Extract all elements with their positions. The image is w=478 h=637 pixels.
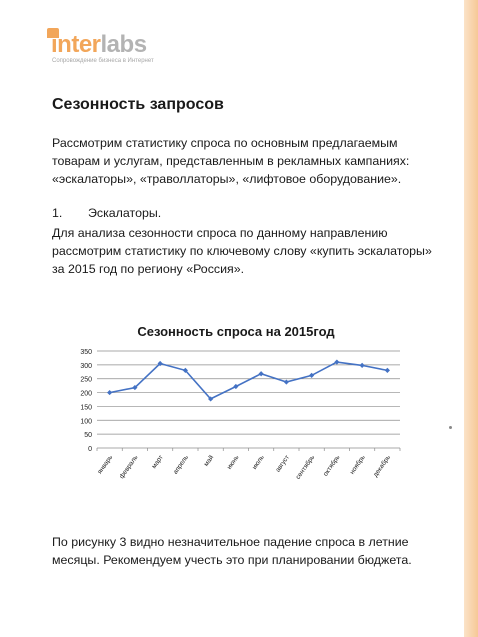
x-tick-label: сентябрь bbox=[294, 454, 317, 481]
y-tick-label: 350 bbox=[80, 349, 92, 356]
data-point bbox=[259, 371, 264, 376]
y-tick-label: 100 bbox=[80, 418, 92, 426]
chart-title: Сезонность спроса на 2015год bbox=[137, 324, 335, 339]
logo-tagline: Сопровождение бизнеса в Интернет bbox=[52, 58, 154, 64]
series-line bbox=[110, 362, 388, 399]
data-point bbox=[385, 368, 390, 373]
data-point bbox=[284, 379, 289, 384]
analysis-line: рассмотрим статистику по ключевому слову «купить эскалаторы» bbox=[52, 244, 432, 258]
y-tick-label: 250 bbox=[80, 376, 92, 384]
list-item-label: Эскалаторы. bbox=[88, 206, 162, 220]
x-tick-label: июль bbox=[251, 454, 266, 471]
logo-labs: labs bbox=[100, 31, 147, 58]
x-tick-label: апрель bbox=[172, 454, 191, 476]
conclusion-line: По рисунку 3 видно незначительное падение спроса в летние bbox=[52, 535, 409, 549]
intro-line: Рассмотрим статистику спроса по основным предлагаемым bbox=[52, 136, 398, 150]
intro-paragraph bbox=[52, 134, 409, 188]
x-tick-label: март bbox=[150, 454, 165, 471]
page-title: Сезонность запросов bbox=[52, 96, 224, 113]
list-item-number: 1. bbox=[52, 206, 63, 220]
seasonality-chart bbox=[52, 314, 412, 506]
intro-line: «эскалаторы», «траволлаторы», «лифтовое оборудование». bbox=[52, 172, 402, 186]
y-tick-label: 300 bbox=[80, 362, 92, 370]
x-tick-label: октябрь bbox=[322, 454, 342, 478]
x-tick-label: август bbox=[274, 454, 292, 474]
analysis-line: за 2015 год по региону «Россия». bbox=[52, 262, 245, 276]
conclusion-paragraph bbox=[52, 533, 412, 569]
analysis-paragraph bbox=[52, 224, 432, 278]
conclusion-line: месяцы. Рекомендуем учесть это при планировании бюджета. bbox=[52, 553, 412, 567]
x-tick-label: январь bbox=[96, 454, 115, 476]
y-tick-label: 50 bbox=[84, 432, 92, 440]
intro-line: товарам и услугам, представленным в рекламных кампаниях: bbox=[52, 154, 410, 168]
decorative-side-bar bbox=[464, 0, 478, 637]
list-item bbox=[52, 206, 161, 220]
analysis-line: Для анализа сезонности спроса по данному направлению bbox=[52, 226, 388, 240]
page-dot bbox=[449, 426, 452, 429]
x-tick-label: май bbox=[202, 454, 216, 468]
x-tick-label: декабрь bbox=[372, 454, 393, 479]
data-point bbox=[107, 390, 112, 395]
data-point bbox=[360, 363, 365, 368]
x-tick-label: ноябрь bbox=[348, 454, 367, 476]
y-tick-label: 0 bbox=[88, 446, 92, 453]
x-tick-label: июнь bbox=[225, 454, 241, 471]
logo-wordmark bbox=[51, 32, 147, 58]
x-tick-label: февраль bbox=[118, 454, 140, 481]
logo-inter: inter bbox=[51, 31, 101, 58]
y-tick-label: 150 bbox=[80, 404, 92, 412]
y-tick-label: 200 bbox=[80, 390, 92, 398]
